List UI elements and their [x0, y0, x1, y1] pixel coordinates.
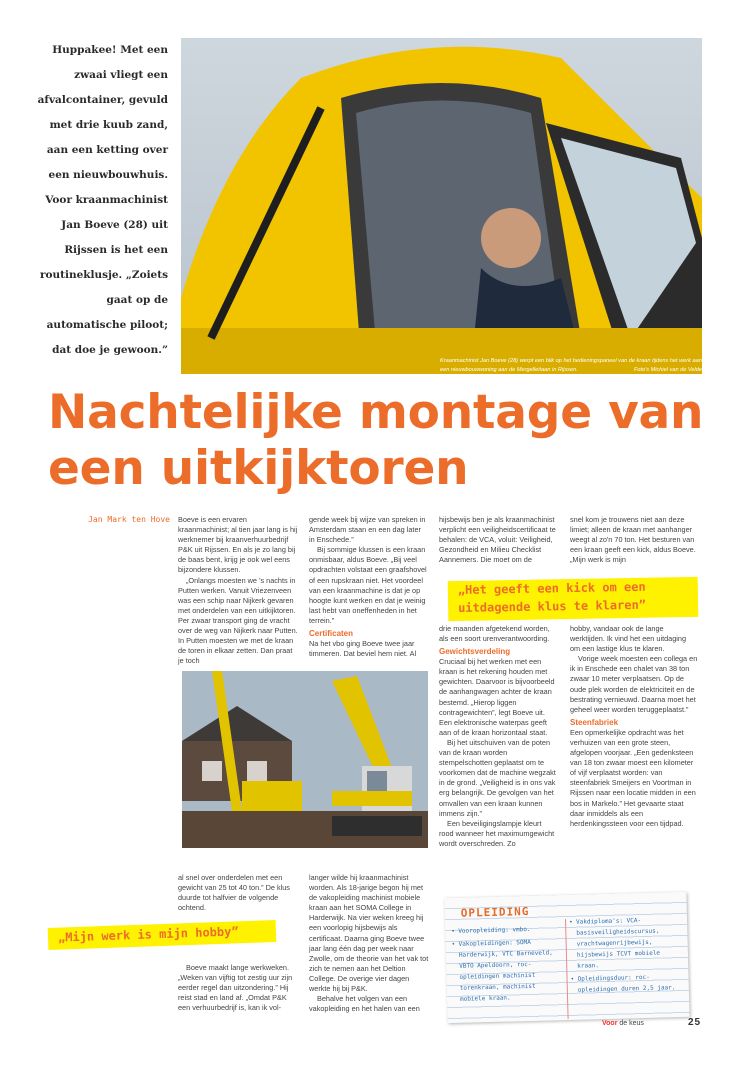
paragraph: Cruciaal bij het werken met een kraan is het rekening houden met gewichten. Daarvoor is bijvoorbeeld de aanhangwagen achter de kraan bestemd. „Hierop liggen contragewichten”, legt Boeve uit. Een elektronische waterpas geeft aan of de kraan horizontaal staat. [439, 657, 555, 737]
paragraph: drie maanden afgetekend worden, als een soort urenverantwoording. [439, 624, 550, 644]
photo-caption [440, 357, 702, 375]
page-number: 25 [688, 1017, 702, 1028]
byline: Jan Mark ten Hove [88, 515, 170, 524]
column-2 [309, 515, 427, 659]
pull-quote [48, 920, 277, 950]
paragraph: snel kom je trouwens niet aan deze limiet; alleen de kraan met aanhanger weegt al zo'n 70 ton. Het besturen van een kraan geeft een kick, aldus Boeve. „Mijn werk is mijn [570, 515, 696, 565]
construction-site-photo [182, 671, 428, 848]
caption-text: Kraanmachinist Jan Boeve (28) werpt een blik op het bedieningspaneel van de kraan tijdens het werk aan een nieuwbouwwoning aan de Mergelleitaan in Rijssen. [440, 358, 702, 373]
pull-quote-text: „Het geeft een kick om een uitdagende klus te klaren” [457, 579, 647, 616]
column-6 [309, 873, 429, 1014]
column-4 [570, 624, 698, 829]
paragraph: gende week bij wijze van spreken in Amsterdam staan en een dag later in Enschede.” [309, 515, 426, 545]
note-item: • Vakdiploma's: VCA-basisveiligheidscursus, vrachtwagenrijbewijs, hijsbewijs TCVT mobiele kraan. [569, 914, 682, 972]
paragraph: Een opmerkelijke opdracht was het verhuizen van een grote steen, afgelopen voorjaar. „Een gedenksteen van 18 ton zwaar moest een kilometer of vijf verplaatst worden: van steenfabriek Smeijers en Voortman in Rijssen naar een locatie midden in een bos in Markelo.” Het gevaarte staat daar inmiddels als een herdenkingssteen voor een tijdpad. [570, 727, 696, 828]
paragraph: Een beveiligingslampje kleurt rood wanneer het maximumgewicht wordt overschreden. Zo [439, 818, 555, 848]
column-1 [178, 515, 298, 666]
paragraph: Boeve is een ervaren kraanmachinist; al tien jaar lang is hij werknemer bij kraanverhuurbedrijf P&K uit Rijssen. En als je zo lang bij de baas bent, krijg je ook wel eens bijzondere klussen. [178, 515, 298, 575]
education-note-card [444, 892, 689, 1023]
footer-brand [602, 1020, 644, 1027]
paragraph: Behalve het volgen van een vakopleiding en het halen van een [309, 994, 420, 1014]
headline: Nachtelijke montage van een uitkijktoren [48, 385, 704, 496]
paragraph: langer wilde hij kraanmachinist worden. Als 18-jarige begon hij met de vakopleiding machinist mobiele kraan aan het SOMA College in Harderwijk. Na vier weken kreeg hij een voorlopig hijsbewijs als certificaat. Daarna ging Boeve twee jaar lang één dag per week naar Zwolle, om de theorie van het vak tot zich te nemen aan het Deltion College. De overige vier dagen werkte hij bij P&K. [309, 873, 429, 994]
paragraph: Boeve maakt lange werkweken. „Weken van vijftig tot zestig uur zijn eerder regel dan uitzondering.” Hij reist stad en land af. „Omdat P&K een verhuurbedrijf is, kan ik vol- [178, 963, 293, 1013]
column-5-top [178, 873, 298, 913]
paragraph: „Onlangs moesten we ’s nachts in Putten werken. Vanuit Vriezenveen was een schip naar Nijkerk gevaren met onderdelen van een uitkijktoren. Per zwaar transport ging de vracht over de weg van Nijkerk naar Putten. In Putten moesten we met de kraan de toren in elkaar zetten. Dan praat je toch [178, 575, 298, 666]
intro-text: Huppakee! Met een zwaai vliegt een afvalcontainer, gevuld met drie kuub zand, aan een ketting over een nieuwbouwhuis. Voor kraanmachinist Jan Boeve (28) uit Rijssen is het een routineklusje. „Zoiets gaat op de automatische piloot; dat doe je gewoon.” [37, 44, 168, 356]
column-4-top [570, 515, 698, 565]
pull-quote [448, 577, 699, 621]
photo-credit: Foto's Michiel van de Velde [633, 367, 702, 373]
note-title: OPLEIDING [460, 904, 530, 920]
paragraph: Bij sommige klussen is een kraan onmisbaar, aldus Boeve. „Bij veel opdrachten volstaat een graafshovel of een rupskraan niet. Het voordeel van een kraanmachine is dat je op hoogte kunt werken en dat je weinig last hebt van oneffenheden in het terrein.” [309, 545, 427, 625]
paragraph: al snel over onderdelen met een gewicht van 25 tot 40 ton.” De klus duurde tot halfvier de volgende ochtend. [178, 873, 290, 913]
subheading: Steenfabriek [570, 717, 619, 727]
note-list-left [451, 923, 563, 1007]
footer-brand-text: de keus [619, 1020, 644, 1027]
paragraph: Vorige week moesten een collega en ik in Enschede een chalet van 38 ton zwaar 10 meter verplaatsen. Op de oude plek worden de elektriciteit en de bestrating vernieuwd. Daarna moet het geheel weer worden teruggeplaatst.” [570, 654, 698, 714]
column-3 [439, 624, 556, 849]
note-item: • Opleidingsduur: roc-opleidingen duren 2,5 jaar. [570, 971, 683, 996]
column-5-bottom [178, 963, 298, 1013]
subheading: Gewichtsverdeling [439, 647, 511, 657]
note-margin-line [565, 919, 569, 1019]
paragraph: Bij het uitschuiven van de poten van de kraan worden stempelschotten geplaatst om te voorkomen dat de machine wegzakt in de grond. „Veiligheid is in ons vak erg belangrijk. De gevolgen van het omvallen van een kraan kunnen immens zijn.” [439, 737, 556, 818]
paragraph: hobby, vandaar ook de lange werktijden. Ik vind het een uitdaging om een lastige klus te klaren. [570, 624, 687, 654]
note-item: • Vakopleidingen: SOMA Harderwijk, VTC Barneveld, VBTO Apeldoorn, roc-opleidingen machinist torenkraan, machinist mobiele kraan. [451, 936, 563, 1005]
note-item: • Vooropleiding: vmbo. [451, 923, 561, 937]
footer-brand-mark: Voor [602, 1020, 618, 1027]
paragraph: hijsbewijs ben je als kraanmachinist verplicht een veiligheidscertificaat te behalen: de VCA, voluit: Veiligheid, Gezondheid en Milieu Checklist Aannemers. Die moet om de [439, 515, 556, 565]
paragraph: Na het vbo ging Boeve twee jaar timmeren. Dat beviel hem niet. Al [309, 639, 417, 659]
column-3-top [439, 515, 556, 565]
subheading: Certificaten [309, 629, 354, 639]
note-list-right [569, 914, 683, 998]
pull-quote-text: „Mijn werk is mijn hobby” [57, 924, 239, 945]
crane-operator-photo [181, 38, 702, 374]
